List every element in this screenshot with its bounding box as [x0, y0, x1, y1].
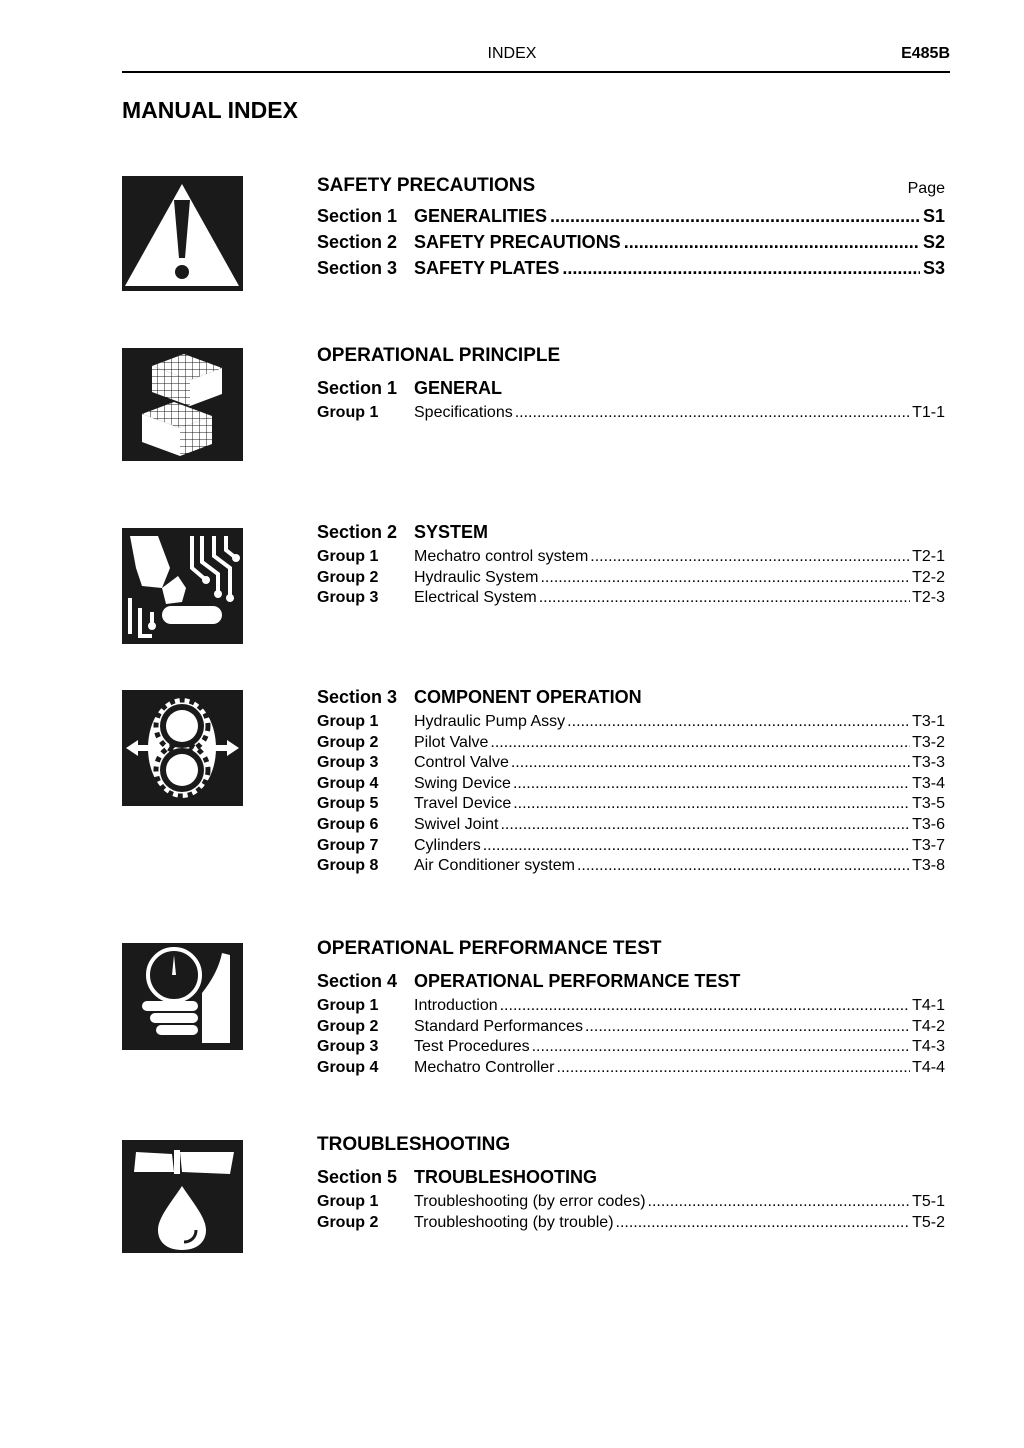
- group-name: Test Procedures: [414, 1038, 530, 1056]
- section-label: Section 5: [317, 1167, 398, 1187]
- dot-leader: [567, 713, 910, 731]
- cube-s-icon: [122, 348, 243, 461]
- page-title: MANUAL INDEX: [122, 97, 298, 123]
- group-name: Hydraulic Pump Assy: [414, 713, 566, 730]
- header-model-code: E485B: [901, 45, 950, 62]
- toc-entry[interactable]: [317, 1193, 945, 1214]
- group-label: Group 1: [317, 404, 379, 421]
- section-label: Section 2: [317, 522, 398, 542]
- group-label: Group 1: [317, 997, 379, 1014]
- principle-block: [317, 344, 945, 425]
- page-ref: T3-7: [912, 836, 945, 854]
- section-label: Section 1: [317, 206, 398, 226]
- page-ref: S2: [922, 232, 945, 252]
- section-name: SYSTEM: [414, 522, 489, 542]
- dot-leader: [511, 754, 910, 772]
- system-block: [317, 522, 945, 610]
- group-label: Group 3: [317, 589, 379, 607]
- toc-entry[interactable]: [317, 713, 945, 734]
- group-label: Group 1: [317, 1193, 379, 1210]
- group-name: Mechatro control system: [414, 548, 589, 565]
- group-name: Control Valve: [414, 754, 509, 772]
- dot-leader: [540, 569, 910, 587]
- group-label: Group 3: [317, 754, 379, 772]
- group-name: Introduction: [414, 997, 498, 1014]
- page-ref: T2-3: [912, 589, 945, 607]
- page-ref: T4-1: [912, 997, 945, 1014]
- safety-title: [317, 174, 945, 202]
- group-label: Group 7: [317, 836, 379, 854]
- dot-leader: [550, 206, 920, 227]
- safety-block: [317, 174, 945, 284]
- group-label: Group 8: [317, 857, 379, 875]
- group-name: Travel Device: [414, 795, 512, 813]
- dot-leader: [490, 734, 910, 752]
- page-ref: T3-8: [912, 857, 945, 875]
- toc-entry[interactable]: [317, 734, 945, 755]
- principle-title: OPERATIONAL PRINCIPLE: [317, 345, 561, 366]
- group-label: Group 2: [317, 1017, 379, 1035]
- toc-entry[interactable]: [317, 1038, 945, 1059]
- group-label: Group 2: [317, 733, 379, 751]
- page-ref: T4-4: [912, 1058, 945, 1076]
- group-label: Group 4: [317, 774, 379, 792]
- group-name: Troubleshooting (by trouble): [414, 1213, 614, 1231]
- dot-leader: [624, 232, 920, 253]
- toc-entry[interactable]: [317, 857, 945, 878]
- page-ref: T2-1: [912, 548, 945, 565]
- group-name: Electrical System: [414, 589, 537, 607]
- header-rule: [122, 71, 950, 73]
- dot-leader: [577, 857, 910, 875]
- component-block: [317, 687, 945, 878]
- group-label: Group 5: [317, 795, 379, 813]
- page-ref: T5-2: [912, 1213, 945, 1231]
- circuit-excavator-icon: [122, 528, 243, 644]
- section-label: Section 3: [317, 258, 398, 278]
- toc-entry[interactable]: [317, 589, 945, 610]
- toc-entry[interactable]: [317, 775, 945, 796]
- section-name: GENERAL: [414, 378, 503, 398]
- page-ref: T5-1: [912, 1193, 945, 1210]
- dot-leader: [585, 1018, 910, 1036]
- header-index-label: INDEX: [487, 45, 537, 62]
- section-label: Section 3: [317, 687, 398, 707]
- group-name: Pilot Valve: [414, 733, 489, 751]
- dot-leader: [532, 1038, 910, 1056]
- dot-leader: [500, 997, 910, 1015]
- page-ref: T3-1: [912, 713, 945, 730]
- toc-entry[interactable]: [317, 206, 945, 232]
- page-ref: T4-3: [912, 1038, 945, 1056]
- dot-leader: [562, 258, 920, 279]
- section-label: Section 1: [317, 378, 398, 398]
- group-label: Group 6: [317, 815, 379, 833]
- group-label: Group 4: [317, 1058, 379, 1076]
- page-ref: T1-1: [912, 404, 945, 421]
- group-name: Swing Device: [414, 774, 511, 792]
- group-name: Air Conditioner system: [414, 857, 575, 875]
- dot-leader: [513, 795, 910, 813]
- gauge-hand-icon: [122, 943, 243, 1050]
- page-ref: T3-2: [912, 733, 945, 751]
- group-label: Group 1: [317, 713, 379, 730]
- group-label: Group 1: [317, 548, 379, 565]
- section-heading: [317, 378, 945, 404]
- gear-pump-icon: [122, 690, 243, 806]
- warning-triangle-icon: [122, 176, 243, 291]
- section-name: OPERATIONAL PERFORMANCE TEST: [414, 971, 741, 991]
- toc-entry[interactable]: [317, 232, 945, 258]
- page-ref: S1: [922, 206, 945, 226]
- dot-leader: [539, 589, 910, 607]
- group-name: Hydraulic System: [414, 568, 539, 586]
- page-ref: T3-5: [912, 795, 945, 813]
- page-ref: T2-2: [912, 568, 945, 586]
- safety-title-text: SAFETY PRECAUTIONS: [317, 175, 536, 196]
- page-ref: T3-6: [912, 815, 945, 833]
- toc-entry[interactable]: [317, 997, 945, 1018]
- section-label: Section 2: [317, 232, 398, 252]
- dot-leader: [500, 816, 910, 834]
- toc-entry[interactable]: [317, 795, 945, 816]
- dot-leader: [648, 1193, 911, 1211]
- page-ref: T3-3: [912, 754, 945, 772]
- group-label: Group 2: [317, 568, 379, 586]
- dot-leader: [616, 1214, 911, 1232]
- toc-entry[interactable]: [317, 1214, 945, 1235]
- section-name: GENERALITIES: [414, 206, 548, 226]
- group-name: Specifications: [414, 404, 513, 421]
- toc-entry[interactable]: [317, 1018, 945, 1039]
- section-name: TROUBLESHOOTING: [414, 1167, 597, 1187]
- troubleshooting-block: [317, 1133, 945, 1234]
- toc-entry[interactable]: [317, 837, 945, 858]
- dot-leader: [483, 837, 910, 855]
- dot-leader: [515, 404, 910, 422]
- group-label: Group 2: [317, 1213, 379, 1231]
- section-name: SAFETY PRECAUTIONS: [414, 232, 621, 252]
- page-ref: S3: [922, 258, 945, 278]
- dot-leader: [590, 548, 910, 566]
- group-name: Standard Performances: [414, 1017, 583, 1035]
- group-name: Cylinders: [414, 836, 481, 854]
- toc-entry[interactable]: [317, 1059, 945, 1080]
- toc-entry[interactable]: [317, 258, 945, 284]
- group-name: Troubleshooting (by error codes): [414, 1193, 646, 1210]
- troubleshooting-title: TROUBLESHOOTING: [317, 1134, 511, 1155]
- section-heading: [317, 522, 945, 548]
- performance-title: OPERATIONAL PERFORMANCE TEST: [317, 938, 662, 959]
- pipe-leak-drop-icon: [122, 1140, 243, 1253]
- dot-leader: [513, 775, 910, 793]
- performance-block: [317, 937, 945, 1079]
- toc-entry[interactable]: [317, 404, 945, 425]
- group-name: Swivel Joint: [414, 815, 499, 833]
- page-ref: T3-4: [912, 774, 945, 792]
- group-label: Group 3: [317, 1038, 379, 1056]
- section-label: Section 4: [317, 971, 398, 991]
- toc-entry[interactable]: [317, 548, 945, 569]
- section-name: COMPONENT OPERATION: [414, 687, 642, 707]
- toc-entry[interactable]: [317, 569, 945, 590]
- dot-leader: [557, 1059, 911, 1077]
- section-heading: [317, 971, 945, 997]
- toc-entry[interactable]: [317, 754, 945, 775]
- page-ref: T4-2: [912, 1017, 945, 1035]
- page-column-heading: Page: [907, 180, 945, 197]
- group-name: Mechatro Controller: [414, 1058, 555, 1076]
- section-name: SAFETY PLATES: [414, 258, 560, 278]
- section-heading: [317, 687, 945, 713]
- section-heading: [317, 1167, 945, 1193]
- toc-entry[interactable]: [317, 816, 945, 837]
